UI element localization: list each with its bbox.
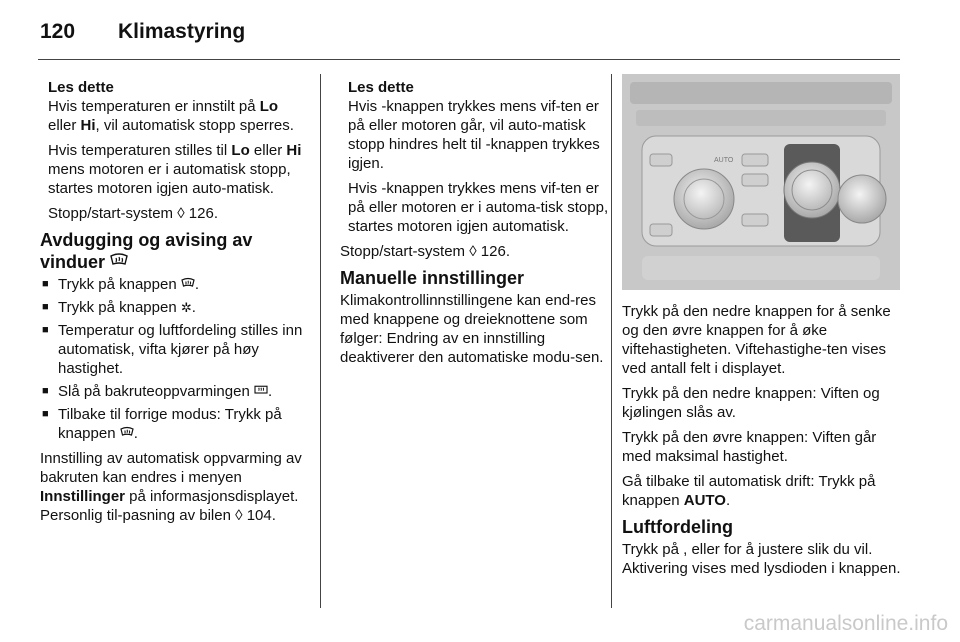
section-heading: Manuelle innstillinger (340, 268, 525, 288)
chapter-title: Klimastyring (118, 20, 246, 43)
note-paragraph: Hvis -knappen trykkes mens vif-ten er på eller motoren er i automa-tisk stopp, startes motoren igjen automatisk. (348, 180, 609, 235)
note-title: Les dette (48, 79, 114, 96)
body-paragraph: Trykk på den nedre knappen: Viften og kjølingen slås av. (622, 385, 880, 421)
page-header (40, 16, 900, 64)
windshield-defrost-icon (181, 277, 195, 289)
list-item: ■ Temperatur og luftfordeling stilles inn automatisk, vifta kjører på høy hastighet. (40, 321, 310, 378)
rear-window-heat-icon (254, 384, 268, 396)
windshield-defrost-icon (120, 426, 134, 438)
section-heading: Luftfordeling (622, 517, 733, 537)
climate-panel-photo (622, 74, 900, 290)
note-box-1 (40, 78, 310, 223)
note-title: Les dette (348, 79, 414, 96)
body-paragraph: Stopp/start-system ◊ 126. (340, 243, 510, 260)
body-paragraph: Innstilling av automatisk oppvarming av bakruten kan endres i menyen Innstillinger på informasjonsdisplayet. Personlig til-pasning av bilen ◊ 104. (40, 450, 302, 524)
body-paragraph: Klimakontrollinnstillingene kan end-res med knappene og dreieknottene som følger: Endring av en innstilling deaktiverer den automatiske modu-sen. (340, 292, 604, 366)
list-item: ■ Slå på bakruteoppvarmingen . (40, 382, 310, 401)
page-number: 120 (40, 20, 76, 43)
auto-button-label: AUTO (714, 157, 734, 164)
column-divider-1 (320, 74, 321, 608)
column-1 (40, 78, 310, 531)
list-item: ■ Trykk på knappen ✲. (40, 298, 310, 317)
windshield-defrost-icon (110, 252, 128, 268)
note-paragraph: Hvis temperaturen stilles til Lo eller Hi mens motoren er i automatisk stopp, startes motoren igjen auto-matisk. (48, 142, 302, 197)
note-paragraph: Hvis temperaturen er innstilt på Lo eller Hi, vil automatisk stopp sperres. (48, 98, 294, 134)
bullet-list (40, 275, 310, 443)
body-paragraph: Trykk på den øvre knappen: Viften går med maksimal hastighet. (622, 429, 877, 465)
note-paragraph: Hvis -knappen trykkes mens vif-ten er på eller motoren går, vil auto-matisk stopp hindres helt til -knappen trykkes igjen. (348, 98, 600, 172)
body-paragraph: Trykk på den nedre knappen for å senke og den øvre knappen for å øke viftehastigheten. Viftehastighe-ten vises ved antall felt i displayet. (622, 303, 891, 377)
body-paragraph: Trykk på , eller for å justere slik du vil. Aktivering vises med lysdioden i knappen. (622, 541, 901, 577)
header-rule (38, 59, 900, 60)
column-divider-2 (611, 74, 612, 608)
snowflake-icon: ✲ (180, 300, 192, 315)
list-item: ■ Tilbake til forrige modus: Trykk på knappen . (40, 405, 310, 443)
column-2 (340, 78, 610, 373)
footer-watermark: carmanualsonline.info (743, 612, 948, 635)
list-item: ■ Trykk på knappen . (40, 275, 310, 294)
note-box-2 (340, 78, 610, 236)
section-heading: Avdugging og avising av vinduer (40, 230, 253, 272)
note-paragraph: Stopp/start-system ◊ 126. (48, 205, 218, 222)
column-3 (622, 302, 904, 584)
body-paragraph: Gå tilbake til automatisk drift: Trykk på knappen AUTO. (622, 473, 876, 509)
